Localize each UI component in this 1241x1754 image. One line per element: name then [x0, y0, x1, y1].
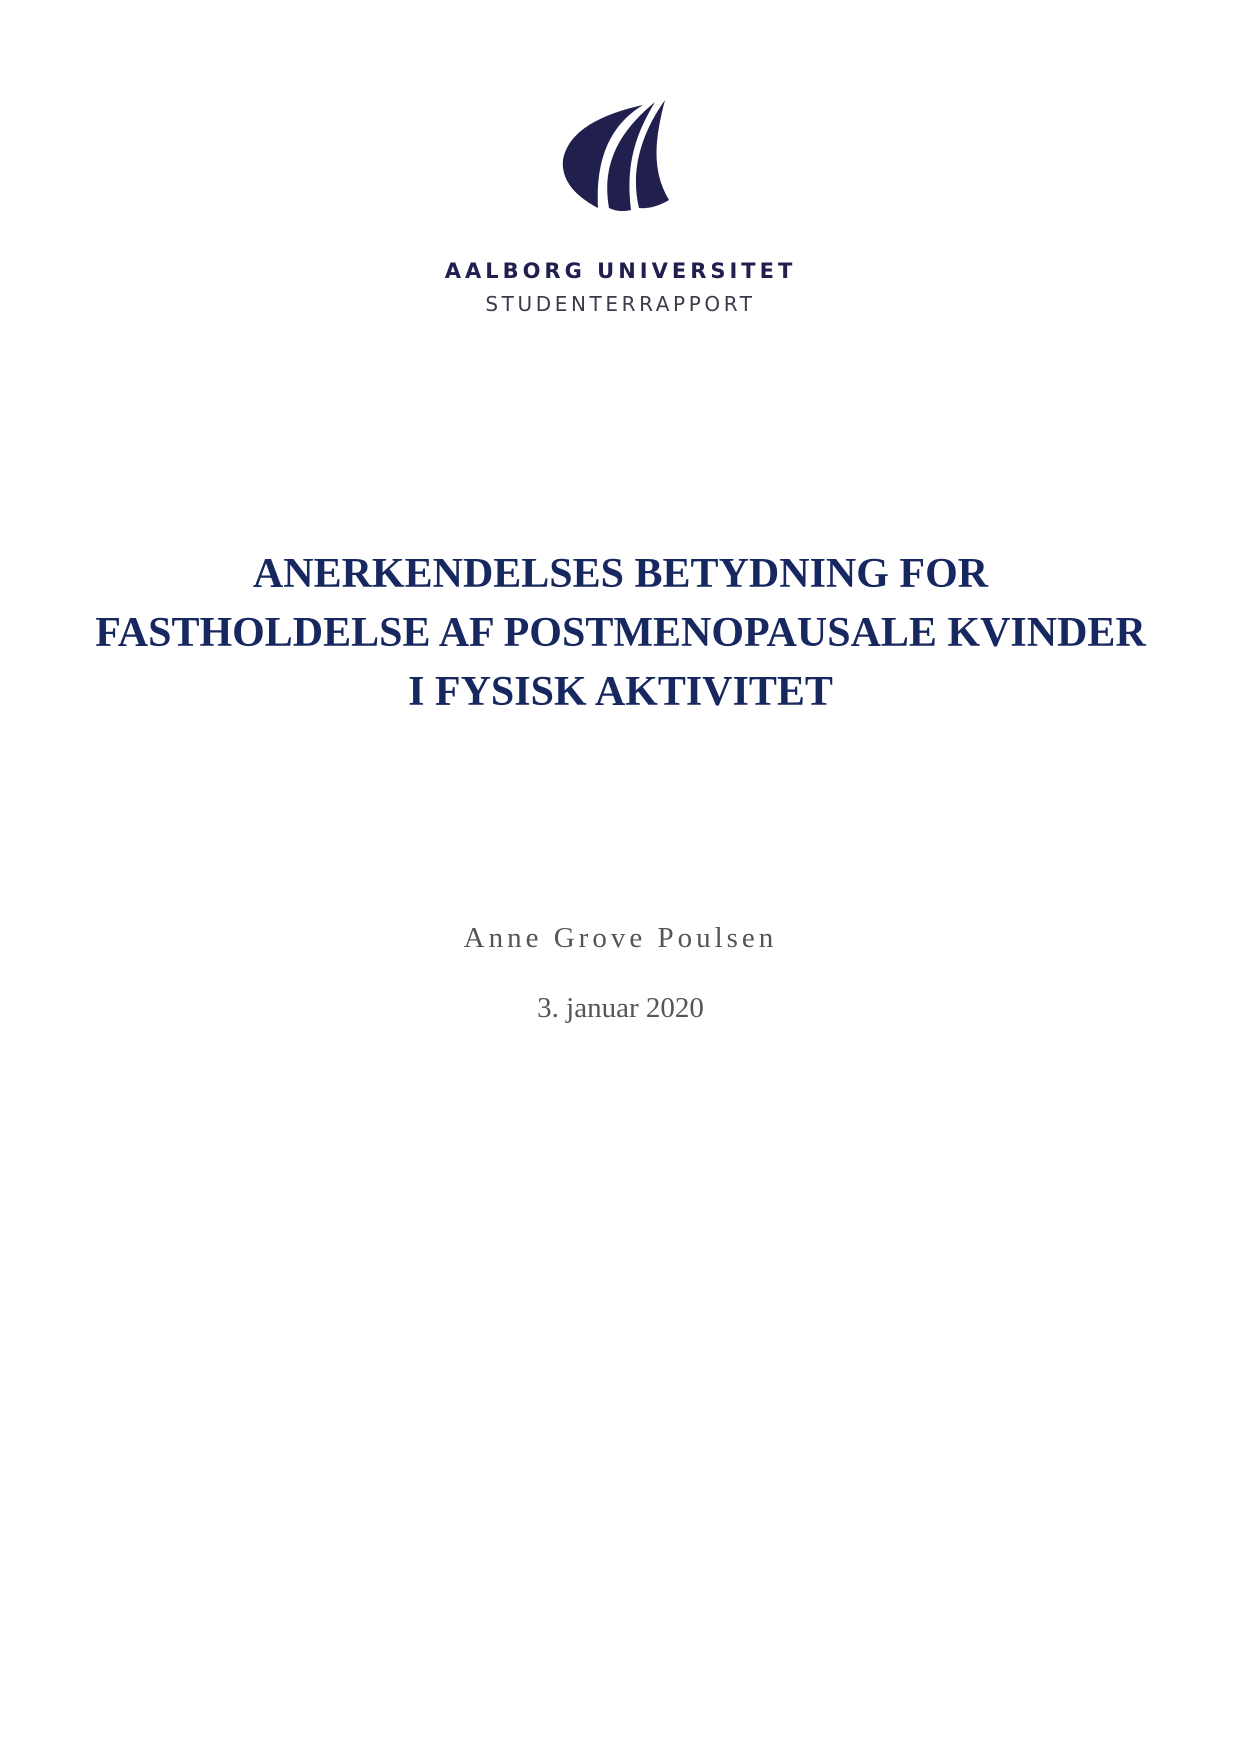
title-line: FASTHOLDELSE AF POSTMENOPAUSALE KVINDER: [95, 610, 1146, 656]
university-name: AALBORG UNIVERSITET: [444, 259, 797, 283]
report-date: 3. januar 2020: [537, 992, 704, 1024]
aau-wave-logo-icon: [553, 100, 678, 225]
author-name: Anne Grove Poulsen: [463, 922, 778, 954]
report-type: STUDENTERRAPPORT: [485, 292, 756, 316]
title-line: ANERKENDELSES BETYDNING FOR: [252, 551, 989, 597]
report-title: [20, 545, 1221, 722]
title-line: I FYSISK AKTIVITET: [408, 669, 833, 715]
